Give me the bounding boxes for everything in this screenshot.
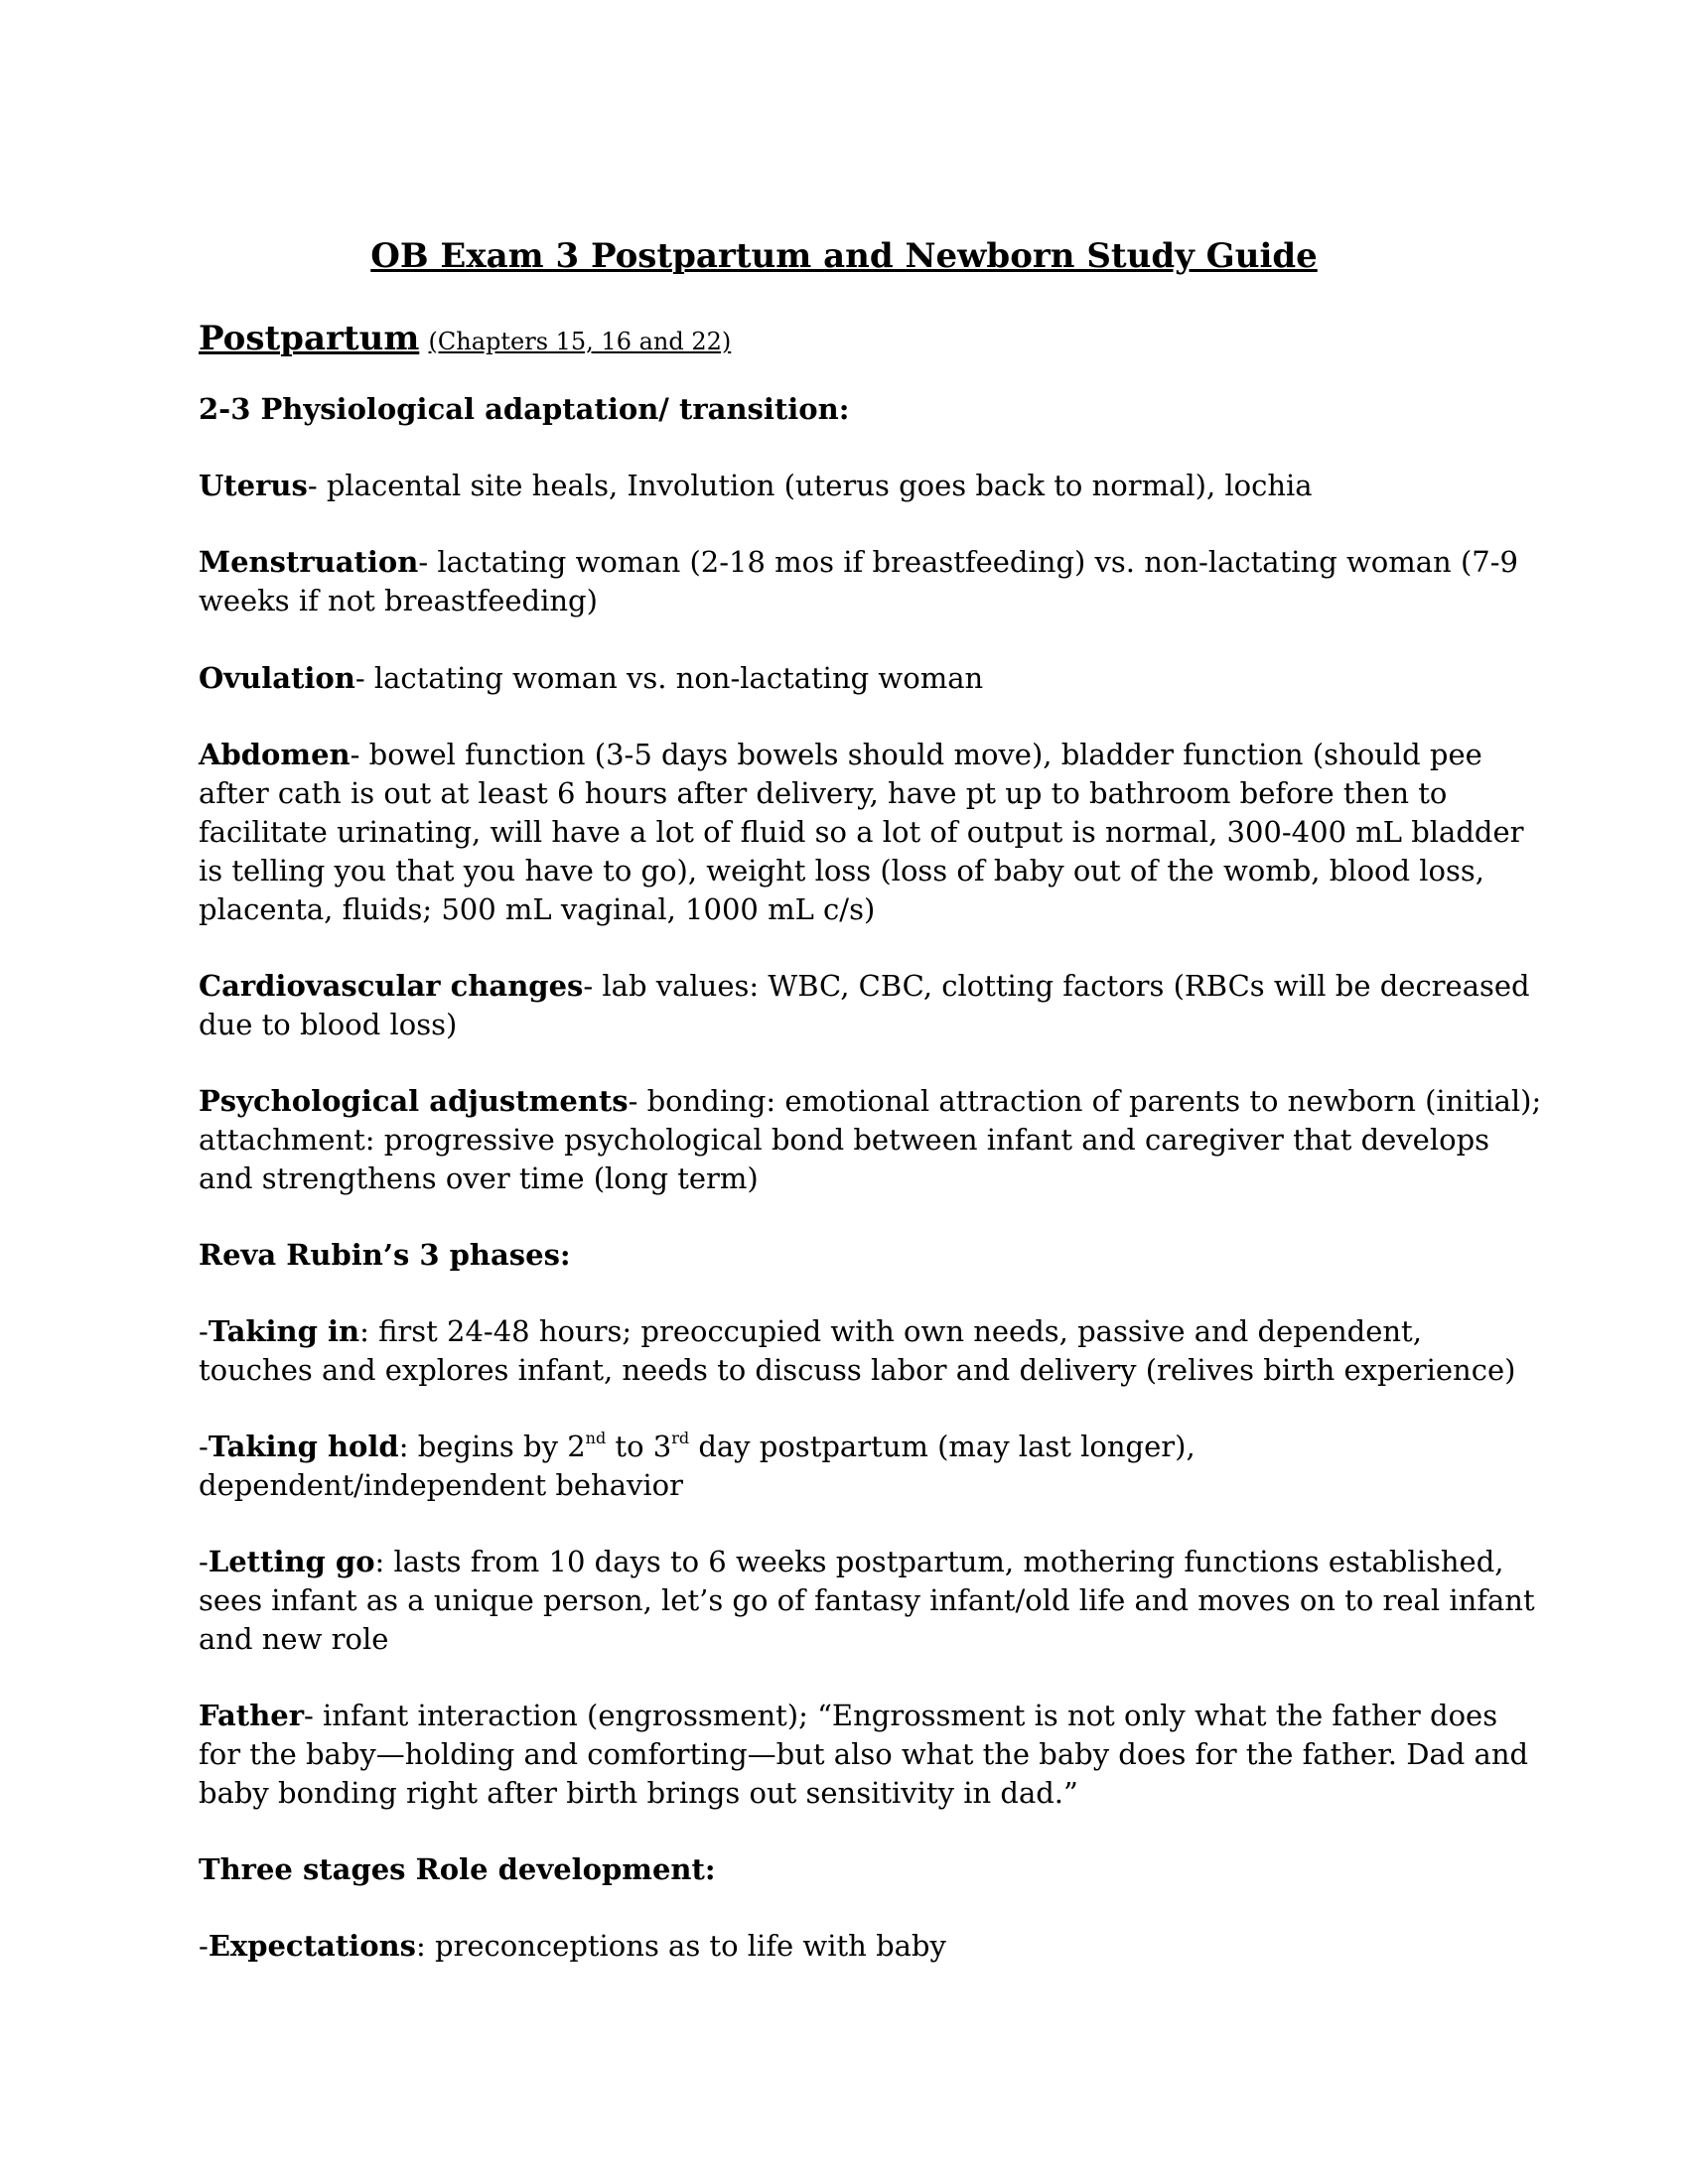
section-heading <box>199 320 731 361</box>
taking-in-term: Taking in <box>208 1314 360 1348</box>
father-line-2: for the baby—holding and comforting—but also what the baby does for the father. Dad and <box>199 1737 1529 1771</box>
uterus-text: - placental site heals, Involution (uterus goes back to normal), lochia <box>307 469 1313 502</box>
abdomen-line-3: facilitate urinating, will have a lot of fluid so a lot of output is normal, 300-400 mL bladder <box>199 815 1524 849</box>
ovulation-term: Ovulation <box>199 661 355 695</box>
document-title: OB Exam 3 Postpartum and Newborn Study Guide <box>370 236 1318 276</box>
taking-in-text-1: : first 24-48 hours; preoccupied with own needs, passive and dependent, <box>359 1314 1422 1348</box>
taking-hold-text-b: to 3 <box>606 1430 672 1463</box>
psych-line-2: attachment: progressive psychological bond between infant and caregiver that develops <box>199 1123 1490 1157</box>
menstruation-text-1: - lactating woman (2-18 mos if breastfeeding) vs. non-lactating woman (7-9 <box>418 545 1518 579</box>
taking-in-line-1 <box>199 1312 1422 1351</box>
cardio-line-1 <box>199 967 1530 1006</box>
taking-hold-dash: - <box>199 1430 209 1463</box>
abdomen-line-4: is telling you that you have to go), weight loss (loss of baby out of the womb, blood loss, <box>199 854 1485 887</box>
taking-hold-term: Taking hold <box>208 1430 399 1463</box>
menstruation-term: Menstruation <box>199 545 419 579</box>
ovulation-text: - lactating woman vs. non-lactating woman <box>354 661 984 695</box>
psych-line-1 <box>199 1082 1541 1121</box>
taking-hold-sup-a: nd <box>585 1429 607 1448</box>
father-term: Father <box>199 1699 305 1732</box>
abdomen-term: Abdomen <box>199 738 351 771</box>
abdomen-line-2: after cath is out at least 6 hours after delivery, have pt up to bathroom before then to <box>199 776 1448 810</box>
abdomen-line-5: placenta, fluids; 500 mL vaginal, 1000 mL c/s) <box>199 892 876 926</box>
rubin-heading: Reva Rubin’s 3 phases: <box>199 1238 571 1272</box>
expectations-paragraph <box>199 1927 946 1966</box>
taking-hold-text-a: : begins by 2 <box>398 1430 586 1463</box>
psych-term: Psychological adjustments <box>199 1084 629 1118</box>
taking-hold-line-1 <box>199 1428 1196 1466</box>
taking-hold-sup-b: rd <box>671 1429 690 1448</box>
expectations-text: : preconceptions as to life with baby <box>415 1929 946 1963</box>
father-text-1: - infant interaction (engrossment); “Engrossment is not only what the father does <box>304 1699 1498 1732</box>
section-title: Postpartum <box>199 319 420 358</box>
letting-go-line-2: sees infant as a unique person, let’s go of fantasy infant/old life and moves on to real infant <box>199 1583 1535 1617</box>
abdomen-text-1: - bowel function (3-5 days bowels should move), bladder function (should pee <box>350 738 1482 771</box>
menstruation-line-2: weeks if not breastfeeding) <box>199 584 598 617</box>
letting-go-text-1: : lasts from 10 days to 6 weeks postpartum, mothering functions established, <box>374 1545 1504 1578</box>
menstruation-line-1 <box>199 543 1518 582</box>
role-heading: Three stages Role development: <box>199 1852 716 1886</box>
cardio-term: Cardiovascular changes <box>199 969 584 1003</box>
taking-in-dash: - <box>199 1314 209 1348</box>
taking-in-line-2: touches and explores infant, needs to discuss labor and delivery (relives birth experience) <box>199 1353 1516 1387</box>
father-line-1 <box>199 1697 1497 1735</box>
psych-line-3: and strengthens over time (long term) <box>199 1161 759 1195</box>
cardio-line-2: due to blood loss) <box>199 1008 458 1041</box>
letting-go-dash: - <box>199 1545 209 1578</box>
section-chapters: (Chapters 15, 16 and 22) <box>428 328 732 355</box>
uterus-term: Uterus <box>199 469 308 502</box>
letting-go-term: Letting go <box>208 1545 375 1578</box>
letting-go-line-1 <box>199 1543 1503 1581</box>
father-line-3: baby bonding right after birth brings out sensitivity in dad.” <box>199 1776 1078 1810</box>
expectations-dash: - <box>199 1929 209 1963</box>
expectations-term: Expectations <box>208 1929 416 1963</box>
psych-text-1: - bonding: emotional attraction of parents to newborn (initial); <box>628 1084 1542 1118</box>
physio-heading: 2-3 Physiological adaptation/ transition: <box>199 392 850 426</box>
taking-hold-line-2: dependent/independent behavior <box>199 1468 683 1502</box>
cardio-text-1: - lab values: WBC, CBC, clotting factors (RBCs will be decreased <box>583 969 1530 1003</box>
letting-go-line-3: and new role <box>199 1622 389 1656</box>
abdomen-line-1 <box>199 736 1482 774</box>
uterus-paragraph <box>199 467 1313 505</box>
ovulation-paragraph <box>199 659 983 698</box>
taking-hold-text-c: day postpartum (may last longer), <box>689 1430 1196 1463</box>
